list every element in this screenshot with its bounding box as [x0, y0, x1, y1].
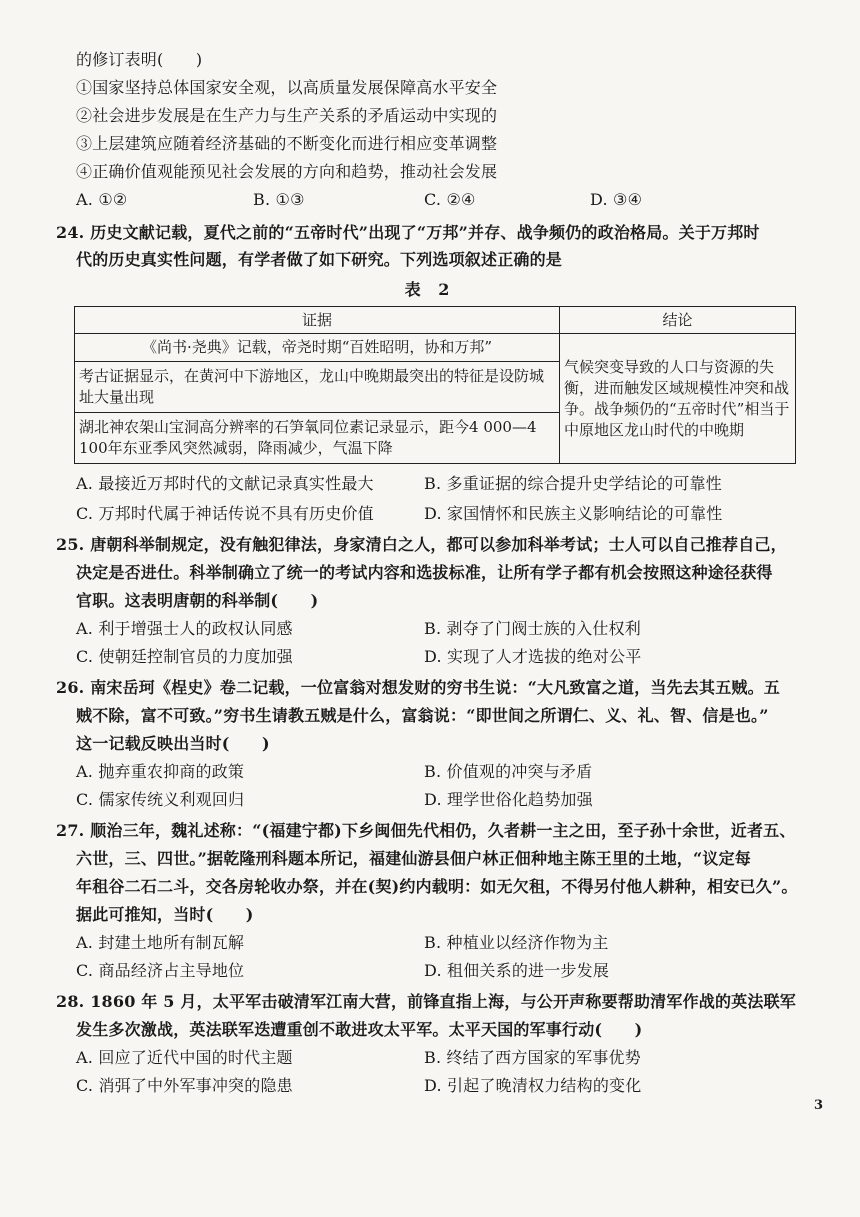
q25-option-b: B. 剥夺了门阀士族的入仕权利	[424, 619, 641, 638]
q28-stem-line-2: 发生多次激战，英法联军迭遭重创不敢进攻太平军。太平天国的军事行动( )	[76, 1020, 643, 1039]
q28-option-d: D. 引起了晚清权力结构的变化	[424, 1076, 642, 1095]
q23-option-d: D. ③④	[590, 190, 643, 209]
q25-option-d: D. 实现了人才选拔的绝对公平	[424, 647, 642, 666]
q28-option-b: B. 终结了西方国家的军事优势	[424, 1048, 641, 1067]
q25-stem-line-2: 决定是否进仕。科举制确立了统一的考试内容和选拔标准，让所有学子都有机会按照这种途径获得	[76, 563, 773, 582]
q26-stem-line-2: 贼不除，富不可致。”穷书生请教五贼是什么，富翁说：“即世间之所谓仁、义、礼、智、信是也。”	[76, 706, 769, 725]
q26-option-c: C. 儒家传统义利观回归	[76, 790, 245, 809]
q27-option-b: B. 种植业以经济作物为主	[424, 933, 609, 952]
table-conclusion: 气候突变导致的人口与资源的失衡，进而触发区域规模性冲突和战争。战争频仍的“五帝时代”相当于中原地区龙山时代的中晚期	[560, 334, 796, 464]
q26-option-b: B. 价值观的冲突与矛盾	[424, 762, 593, 781]
q27-stem-line-3: 年租谷二石二斗，交各房轮收办祭，并在(契)约内载明：如无欠租，不得另付他人耕种，相安已久”。	[76, 877, 798, 896]
page-number: 3	[814, 1098, 824, 1113]
q24-option-a: A. 最接近万邦时代的文献记录真实性最大	[76, 474, 374, 493]
table-evidence-1: 《尚书·尧典》记载，帝尧时期“百姓昭明，协和万邦”	[75, 334, 560, 362]
q26-option-d: D. 理学世俗化趋势加强	[424, 790, 593, 809]
q23-option-b: B. ①③	[253, 190, 305, 209]
q24-option-c: C. 万邦时代属于神话传说不具有历史价值	[76, 504, 374, 523]
q23-item-3: ③上层建筑应随着经济基础的不断变化而进行相应变革调整	[76, 134, 498, 153]
q28-option-a: A. 回应了近代中国的时代主题	[76, 1048, 293, 1067]
q25-stem-line-3: 官职。这表明唐朝的科举制( )	[76, 591, 319, 610]
q28-option-c: C. 消弭了中外军事冲突的隐患	[76, 1076, 293, 1095]
q27-stem-line-1: 27. 顺治三年，魏礼述称：“(福建宁都)下乡闽佃先代相仍，久者耕一主之田，至子孙十余世，近者五、	[56, 821, 796, 840]
evidence-table	[74, 306, 796, 464]
q23-item-2: ②社会进步发展是在生产力与生产关系的矛盾运动中实现的	[76, 106, 498, 125]
q25-stem-line-1: 25. 唐朝科举制规定，没有触犯律法，身家清白之人，都可以参加科举考试；士人可以自己推荐自己，	[56, 535, 787, 554]
q27-option-a: A. 封建土地所有制瓦解	[76, 933, 245, 952]
q27-stem-line-2: 六世，三、四世。”据乾隆刑科题本所记，福建仙游县佃户林正佃种地主陈王里的土地，“议定每	[76, 849, 752, 868]
q24-option-b: B. 多重证据的综合提升史学结论的可靠性	[424, 474, 722, 493]
q24-stem-line-1: 24. 历史文献记载，夏代之前的“五帝时代”出现了“万邦”并存、战争频仍的政治格局。关于万邦时	[56, 223, 760, 242]
q23-stem-cont: 的修订表明( )	[76, 50, 203, 69]
q26-option-a: A. 抛弃重农抑商的政策	[76, 762, 245, 781]
q24-option-d: D. 家国情怀和民族主义影响结论的可靠性	[424, 504, 723, 523]
q23-item-1: ①国家坚持总体国家安全观，以高质量发展保障高水平安全	[76, 78, 498, 97]
q27-stem-line-4: 据此可推知，当时( )	[76, 905, 254, 924]
q26-stem-line-1: 26. 南宋岳珂《桯史》卷二记载，一位富翁对想发财的穷书生说：“大凡致富之道，当先去其五贼。五	[56, 678, 781, 697]
q27-option-c: C. 商品经济占主导地位	[76, 961, 245, 980]
table-evidence-3: 湖北神农架山宝洞高分辨率的石笋氧同位素记录显示，距今4 000—4 100年东亚季风突然减弱，降雨减少，气温下降	[75, 413, 560, 464]
table-title: 表 2	[404, 280, 456, 299]
q23-option-c: C. ②④	[424, 190, 476, 209]
table-evidence-2: 考古证据显示，在黄河中下游地区，龙山中晚期最突出的特征是设防城址大量出现	[75, 362, 560, 413]
q26-stem-line-3: 这一记载反映出当时( )	[76, 734, 270, 753]
q24-stem-line-2: 代的历史真实性问题，有学者做了如下研究。下列选项叙述正确的是	[76, 250, 563, 269]
table-header-conclusion: 结论	[560, 307, 796, 334]
q25-option-a: A. 利于增强士人的政权认同感	[76, 619, 293, 638]
q25-option-c: C. 使朝廷控制官员的力度加强	[76, 647, 293, 666]
table-header-evidence: 证据	[75, 307, 560, 334]
q23-item-4: ④正确价值观能预见社会发展的方向和趋势，推动社会发展	[76, 162, 498, 181]
q28-stem-line-1: 28. 1860 年 5 月，太平军击破清军江南大营，前锋直指上海，与公开声称要帮助清军作战的英法联军	[56, 992, 796, 1011]
q27-option-d: D. 租佃关系的进一步发展	[424, 961, 610, 980]
q23-option-a: A. ①②	[76, 190, 128, 209]
